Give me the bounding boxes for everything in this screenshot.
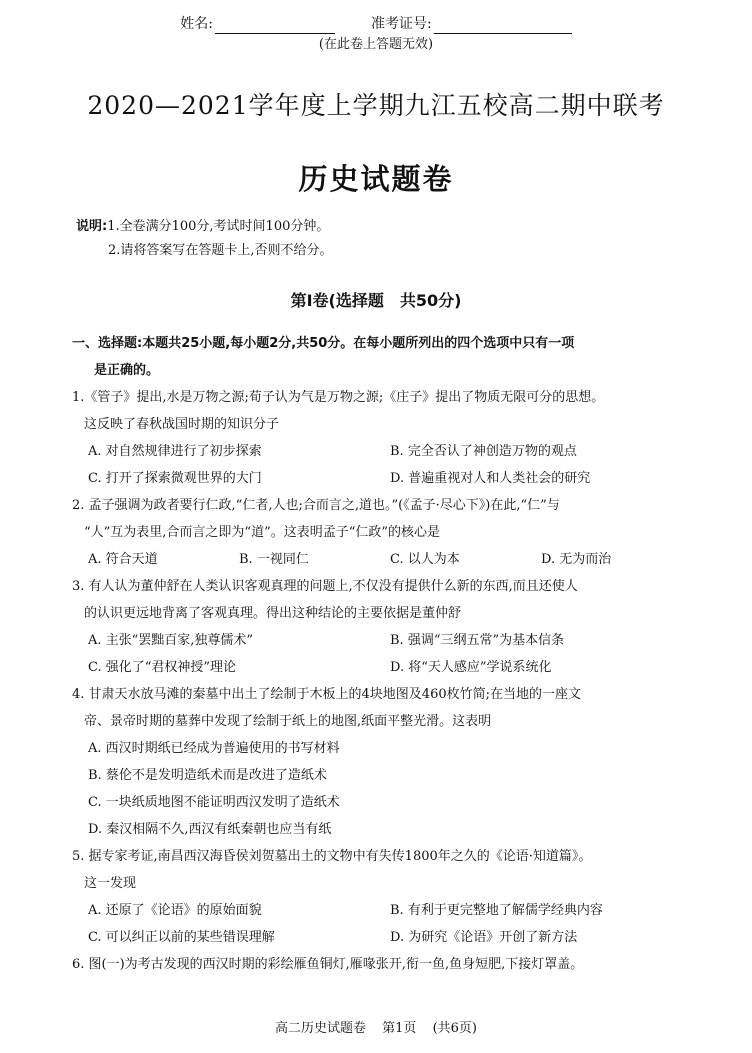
name-label: 姓名:: [180, 16, 213, 32]
option-d: D. 普遍重视对人和人类社会的研究: [390, 471, 591, 486]
question-6: [72, 951, 692, 978]
question-stem-line: 的认识更远地背离了客观真理。得出这种结论的主要依据是董仲舒: [84, 606, 462, 621]
option-row: [72, 924, 692, 951]
option-b: B. 一视同仁: [239, 552, 309, 567]
note-1: 1.全卷满分100分,考试时间100分钟。: [107, 219, 330, 234]
option-c: C. 可以纠正以前的某些错误理解: [88, 930, 275, 945]
question-content: [72, 330, 692, 978]
instructions-notes: [76, 215, 333, 263]
exam-number-field: [371, 14, 572, 34]
note-2: 2.请将答案写在答题卡上,否则不给分。: [108, 243, 333, 258]
option-c: C. 以人为本: [390, 552, 460, 567]
option-a: A. 还原了《论语》的原始面貌: [88, 903, 262, 918]
question-stem-line: 2. 孟子强调为政者要行仁政,“仁者,人也;合而言之,道也。”(《孟子·尽心下》)在此,“仁”与: [72, 498, 560, 513]
question-stem-line: 4. 甘肃天水放马滩的秦墓中出土了绘制于木板上的4块地图及460枚竹简;在当地的一座文: [72, 687, 582, 702]
question-stem-line: “人”互为表里,合而言之即为“道”。这表明孟子“仁政”的核心是: [84, 525, 441, 540]
option-c: C. 一块纸质地图不能证明西汉发明了造纸术: [88, 795, 340, 810]
option-row: [72, 897, 692, 924]
option-b: B. 强调“三纲五常”为基本信条: [390, 633, 565, 648]
question-2: [72, 492, 692, 573]
candidate-info-row: [0, 14, 752, 34]
page-footer: [0, 1020, 752, 1038]
option-d: D. 无为而治: [541, 552, 612, 567]
name-field: [180, 14, 335, 34]
question-4: [72, 681, 692, 843]
option-a: A. 符合天道: [88, 552, 158, 567]
footer-paper-name: 高二历史试题卷: [275, 1021, 367, 1036]
option-row: [72, 546, 692, 573]
footer-page-number: 第1页: [382, 1021, 417, 1036]
option-d: D. 秦汉相隔不久,西汉有纸秦朝也应当有纸: [88, 822, 332, 837]
option-c: C. 打开了探索微观世界的大门: [88, 471, 262, 486]
paper-title: 历史试题卷: [298, 162, 454, 196]
option-a: A. 西汉时期纸已经成为普遍使用的书写材料: [88, 741, 340, 756]
exam-number-blank-line: [434, 15, 572, 34]
exam-number-label: 准考证号:: [371, 16, 432, 32]
question-stem-line: 6. 图(一)为考古发现的西汉时期的彩绘雁鱼铜灯,雁喙张开,衔一鱼,鱼身短肥,下接灯罩盖。: [72, 957, 584, 972]
option-a: A. 主张“罢黜百家,独尊儒术”: [88, 633, 254, 648]
note-label: 说明:: [76, 219, 108, 234]
question-stem-line: 1.《管子》提出,水是万物之源;荀子认为气是万物之源;《庄子》提出了物质无限可分的思想。: [72, 390, 605, 405]
question-stem-line: 这一发现: [84, 876, 137, 891]
invalid-answer-notice: (在此卷上答题无效): [318, 37, 434, 52]
name-blank-line: [215, 15, 335, 34]
question-5: [72, 843, 692, 951]
question-1: [72, 384, 692, 492]
option-b: B. 完全否认了神创造万物的观点: [390, 444, 577, 459]
question-stem-line: 5. 据专家考证,南昌西汉海昏侯刘贺墓出土的文物中有失传1800年之久的《论语·知道篇》。: [72, 849, 592, 864]
instruction-line-2: 是正确的。: [94, 363, 160, 378]
exam-title: 2020—2021学年度上学期九江五校高二期中联考: [87, 91, 665, 120]
option-row: [72, 438, 692, 465]
question-stem-line: 这反映了春秋战国时期的知识分子: [84, 417, 280, 432]
footer-total-pages: (共6页): [432, 1021, 477, 1036]
question-stem-line: 帝、景帝时期的墓葬中发现了绘制于纸上的地图,纸面平整光滑。这表明: [84, 714, 492, 729]
option-a: A. 对自然规律进行了初步探索: [88, 444, 262, 459]
option-c: C. 强化了“君权神授”理论: [88, 660, 237, 675]
option-b: B. 有利于更完整地了解儒学经典内容: [390, 903, 603, 918]
option-row: [72, 465, 692, 492]
question-stem-line: 3. 有人认为董仲舒在人类认识客观真理的问题上,不仅没有提供什么新的东西,而且还使人: [72, 579, 578, 594]
option-row: [72, 654, 692, 681]
option-row: [72, 627, 692, 654]
option-d: D. 为研究《论语》开创了新方法: [390, 930, 578, 945]
section-heading: 第Ⅰ卷(选择题 共50分): [290, 291, 462, 310]
instruction-line-1: 一、选择题:本题共25小题,每小题2分,共50分。在每小题所列出的四个选项中只有一项: [72, 336, 575, 351]
option-d: D. 将“天人感应”学说系统化: [390, 660, 552, 675]
note-row-2: [76, 239, 333, 263]
question-3: [72, 573, 692, 681]
note-row-1: [76, 215, 333, 239]
option-b: B. 蔡伦不是发明造纸术而是改进了造纸术: [88, 768, 327, 783]
